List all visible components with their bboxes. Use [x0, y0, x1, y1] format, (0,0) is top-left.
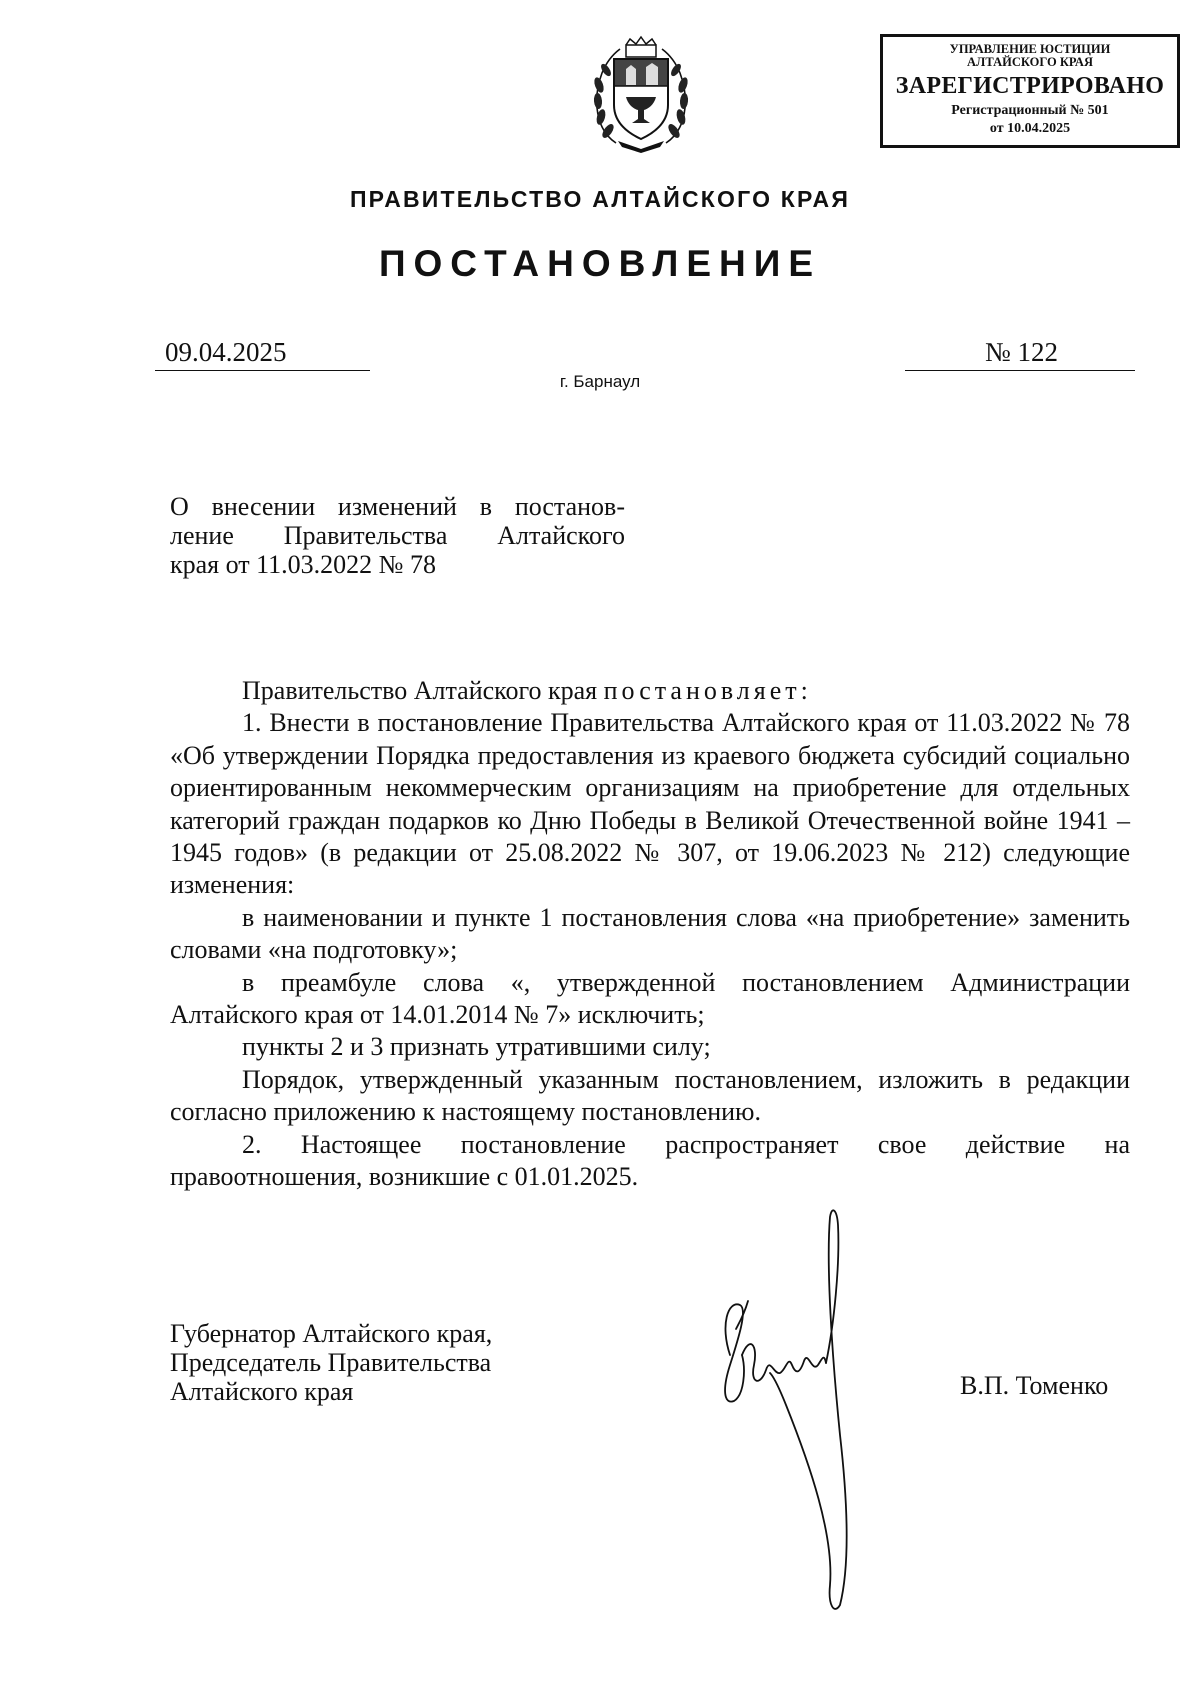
intro-prefix: Правительство Алтайского края — [242, 676, 604, 705]
document-type: ПОСТАНОВЛЕНИЕ — [378, 243, 822, 284]
signer-position — [170, 1319, 492, 1406]
date-underline — [155, 370, 370, 371]
document-number: № 122 — [985, 337, 1059, 367]
body-paragraph: 1. Внести в постановление Правительства Алтайского края от 11.03.2022 № 78 «Об утверждении Порядка предоставления из краевого бюджета субсидий социально ориентированным некоммерческим организациям на приобретение для отдельных категорий граждан подарков ко Дню Победы в Великой Отечественной войне 1941 – 1945 годов» (в редакции от 25.08.2022 № 307, от 19.06.2023 № 212) следующие изменения: — [170, 708, 1130, 900]
subject-line: О внесении изменений в постанов- — [170, 492, 625, 521]
signer-name: В.П. Томенко — [960, 1371, 1109, 1400]
document-subject — [170, 492, 625, 579]
body-intro — [170, 675, 1130, 707]
signer-position-line: Председатель Правительства — [170, 1348, 492, 1377]
stamp-reg-number: Регистрационный № 501 — [951, 103, 1109, 118]
handwritten-signature — [700, 1205, 900, 1615]
number-underline — [905, 370, 1135, 371]
intro-verb: постановляет: — [603, 676, 812, 705]
coat-of-arms-emblem — [586, 35, 696, 153]
body-paragraph: в наименовании и пункте 1 постановления слова «на приобретение» заменить словами «на подготовку»; — [170, 902, 1130, 965]
stamp-status: ЗАРЕГИСТРИРОВАНО — [895, 73, 1165, 99]
stamp-org-line2: АЛТАЙСКОГО КРАЯ — [967, 55, 1093, 69]
stamp-reg-date: от 10.04.2025 — [989, 121, 1071, 136]
signer-position-line: Алтайского края — [170, 1377, 354, 1406]
subject-line: края от 11.03.2022 № 78 — [170, 550, 436, 579]
document-body — [170, 675, 1130, 1194]
stamp-org-line1: УПРАВЛЕНИЕ ЮСТИЦИИ — [949, 42, 1111, 56]
document-date: 09.04.2025 — [165, 337, 287, 367]
document-city: г. Барнаул — [559, 372, 641, 391]
registration-stamp — [880, 34, 1180, 148]
body-paragraph: пункты 2 и 3 признать утратившими силу; — [242, 1032, 711, 1062]
government-title: ПРАВИТЕЛЬСТВО АЛТАЙСКОГО КРАЯ — [349, 186, 851, 212]
body-paragraph: 2. Настоящее постановление распространяет свое действие на правоотношения, возникшие с 01.01.2025. — [170, 1129, 1130, 1192]
signer-position-line: Губернатор Алтайского края, — [170, 1319, 493, 1348]
body-paragraph: в преамбуле слова «, утвержденной постановлением Администрации Алтайского края от 14.01.2014 № 7» исключить; — [170, 967, 1130, 1030]
subject-line: ление Правительства Алтайского — [170, 521, 625, 550]
body-paragraph: Порядок, утвержденный указанным постановлением, изложить в редакции согласно приложению к настоящему постановлению. — [170, 1064, 1130, 1127]
